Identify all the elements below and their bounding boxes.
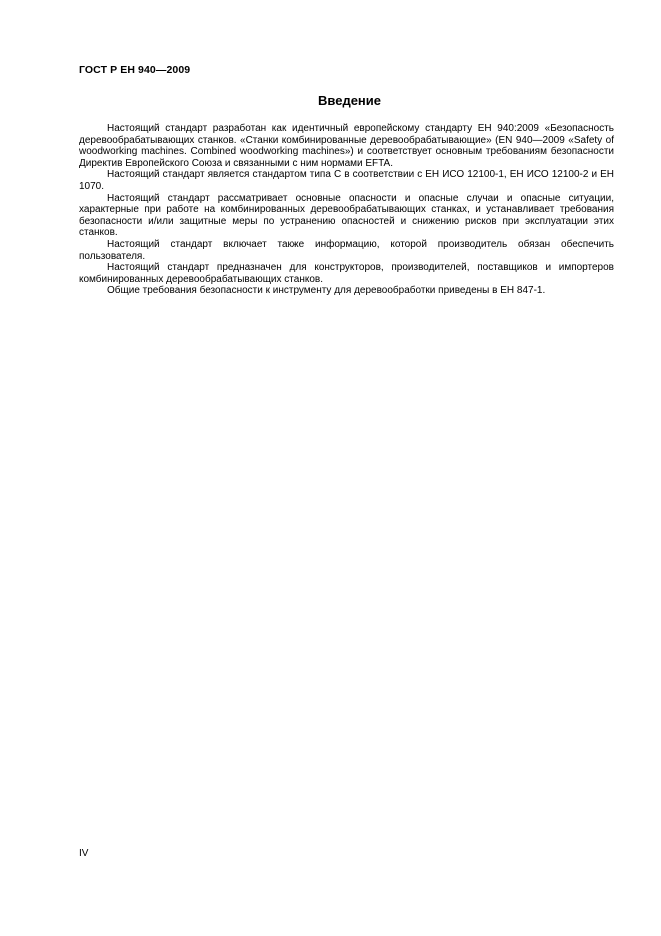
page-number: IV (79, 848, 89, 859)
standard-code: ГОСТ Р ЕН 940—2009 (79, 64, 191, 76)
introduction-body (79, 123, 614, 297)
paragraph: Настоящий стандарт предназначен для конструкторов, производителей, поставщиков и импортеров комбинированных деревообрабатывающих станков. (79, 262, 614, 285)
paragraph: Настоящий стандарт включает также информацию, которой производитель обязан обеспечить пользователя. (79, 238, 614, 262)
paragraph: Настоящий стандарт разработан как идентичный европейскому стандарту ЕН 940:2009 «Безопасность деревообрабатывающих станков. «Станки комбинированные деревообрабатывающие» (EN 940—2009 «Safety of woodworking machines. Combined woodworking machines») и соответствует основным требованиям безопасности Директив Европейского Союза и связанными с ним нормами EFTA. (79, 123, 614, 169)
document-header (79, 64, 190, 76)
section-title: Введение (318, 93, 381, 108)
paragraph: Настоящий стандарт является стандартом типа С в соответствии с ЕН ИСО 12100-1, ЕН ИСО 12100-2 и ЕН 1070. (79, 169, 614, 192)
paragraph: Общие требования безопасности к инструменту для деревообработки приведены в ЕН 847-1. (107, 285, 546, 297)
paragraph: Настоящий стандарт рассматривает основные опасности и опасные случаи и опасные ситуации, характерные при работе на комбинированных деревообрабатывающих станках, и устанавливает требования безопасности и/или защитные меры по устранению опасностей и снижению рисков при эксплуатации этих станков. (79, 192, 614, 239)
